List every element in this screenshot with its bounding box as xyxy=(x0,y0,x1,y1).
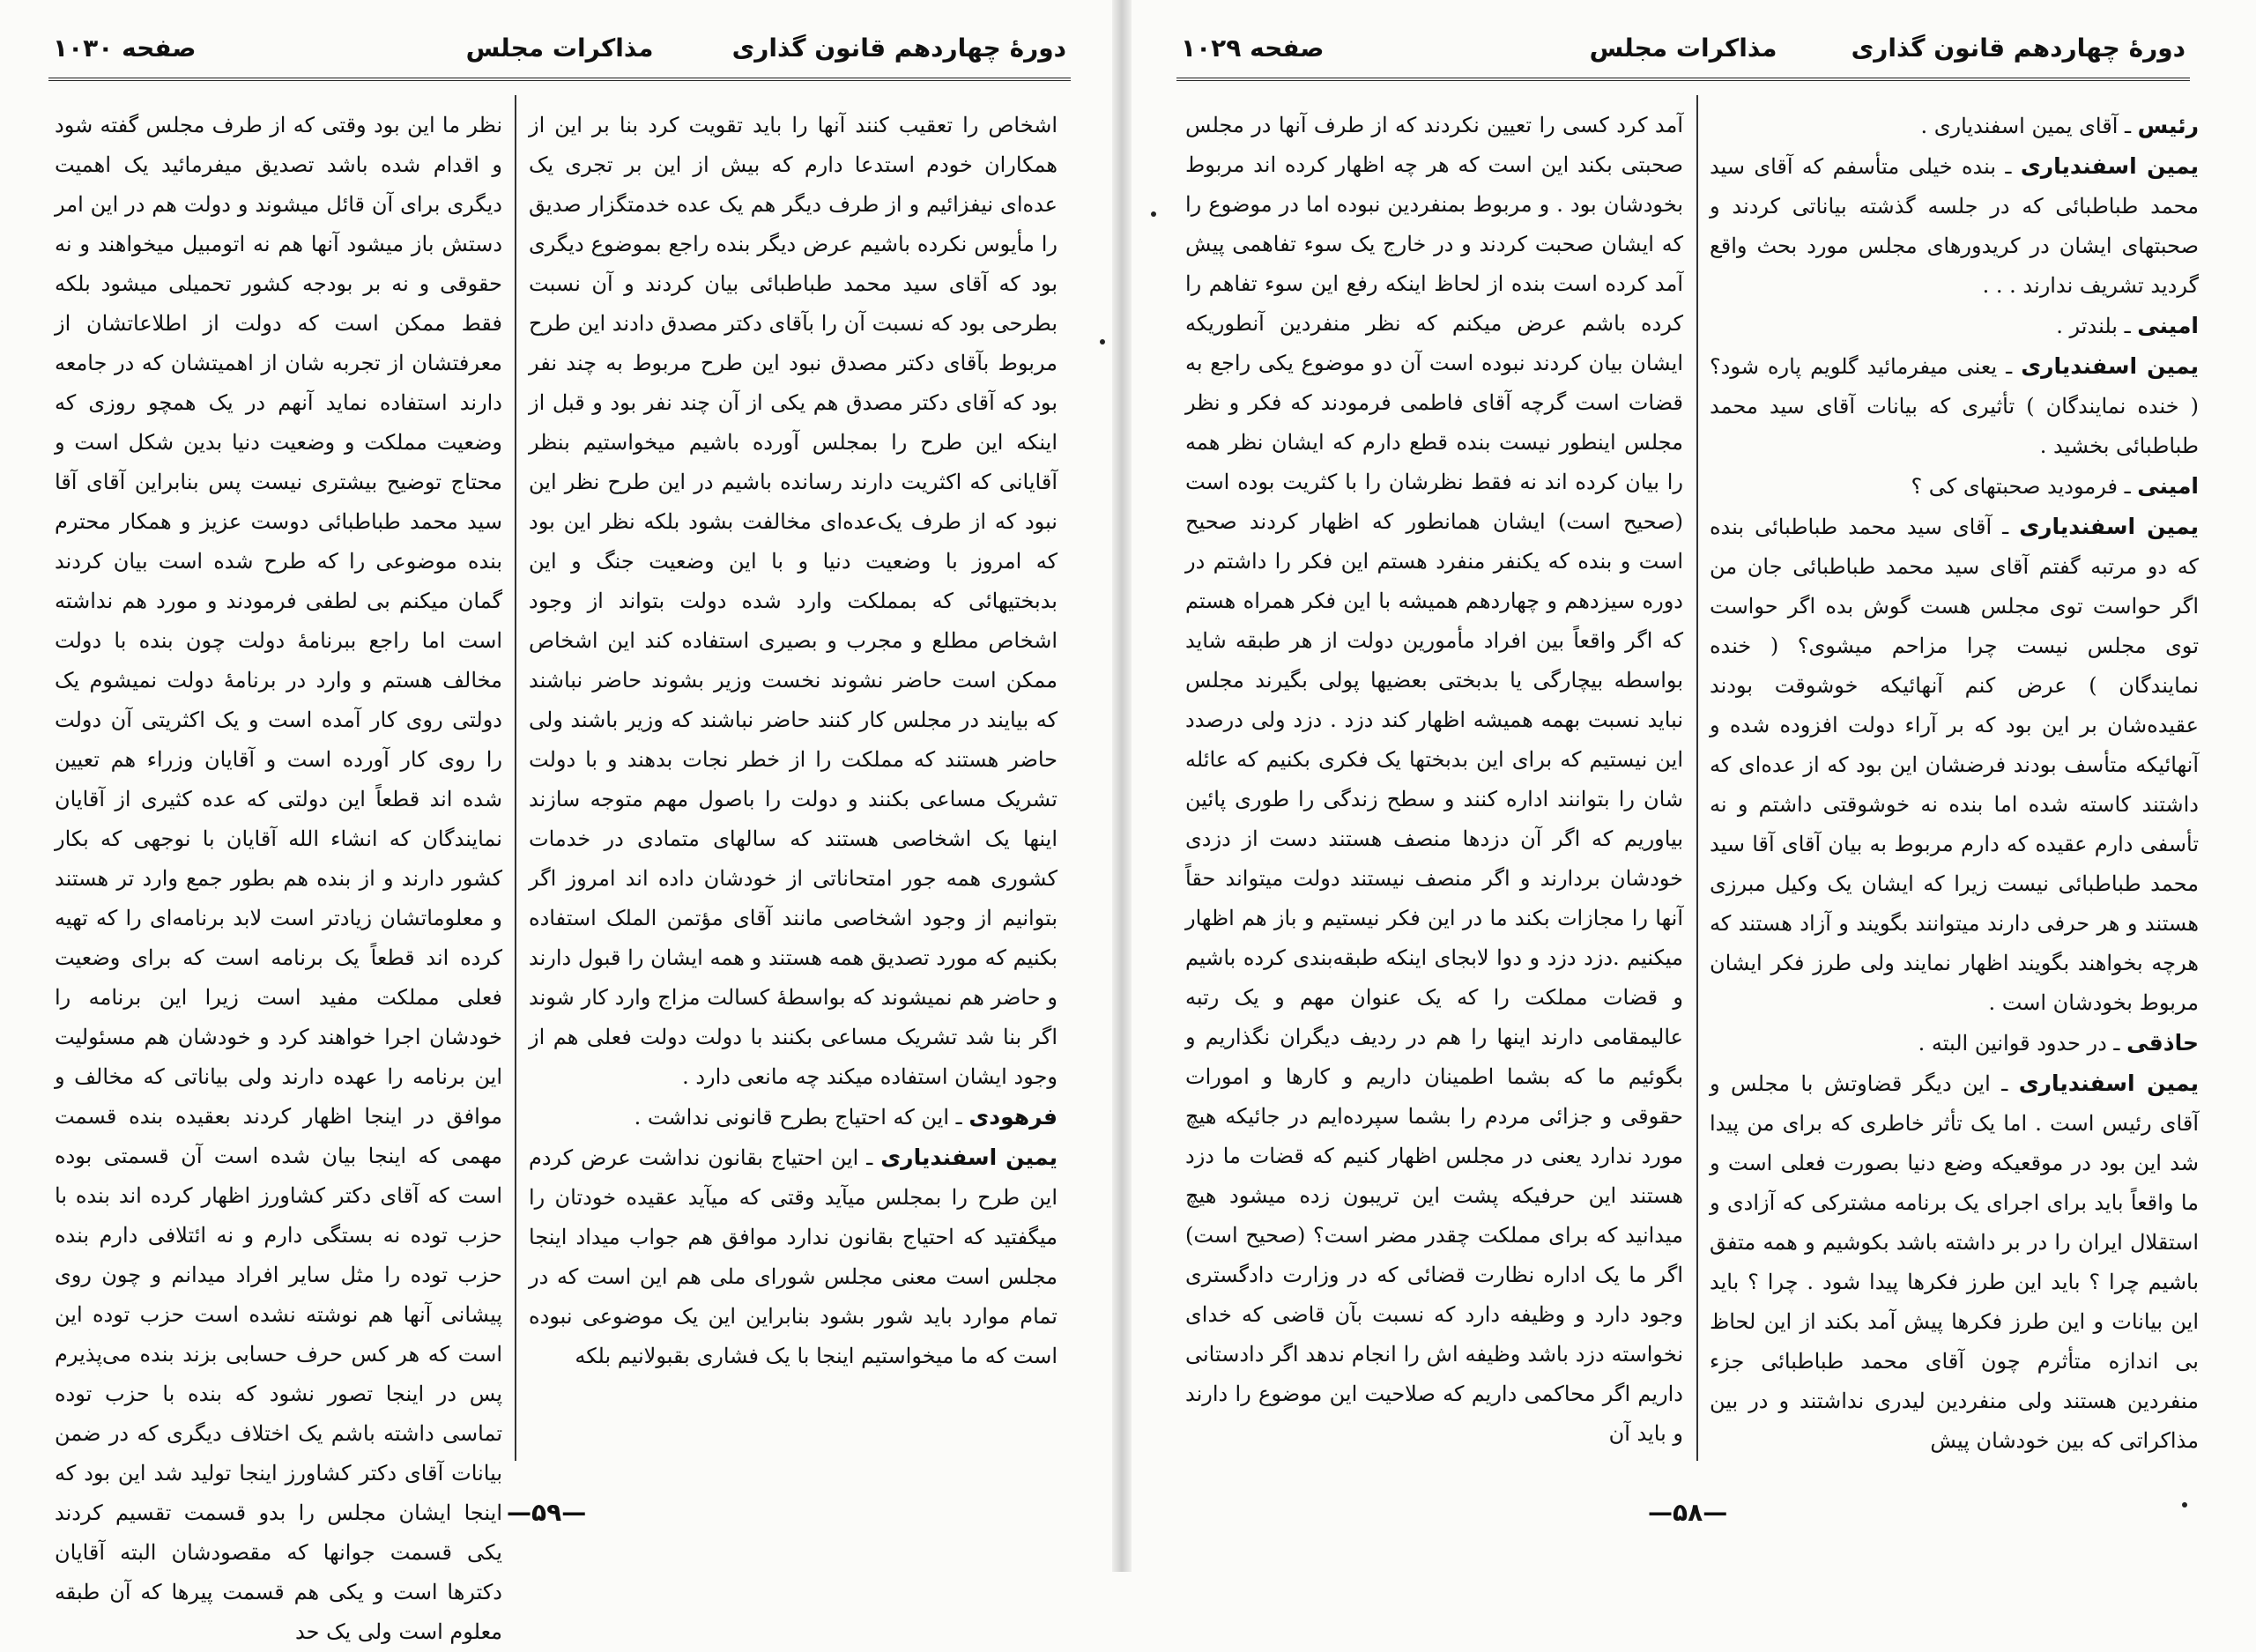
speaker-name: فرهودی xyxy=(968,1104,1058,1130)
left-page xyxy=(0,0,1102,1644)
paragraph-text: ـ آقای یمین اسفندیاری . xyxy=(1920,114,2138,138)
speaker-name: امینی xyxy=(2137,313,2199,338)
paragraph-text: ـ فرمودید صحبتهای کی ؟ xyxy=(1911,474,2138,499)
speaker-name: حاذقی xyxy=(2126,1030,2199,1056)
left-page-header xyxy=(53,25,1066,67)
paragraph-text: ـ آقای سید محمد طباطبائی بنده که دو مرتبه گفتم آقای سید محمد طباطبائی جان من اگر حواست توی مجلس هست گوش بده اگر حواست توی مجلس نیست چرا مزاحم میشوی؟ ( خنده نمایندگان ) عرض کنم آنهائیکه خوشوقت بودند عقیده‌شان بر این بود که بر آراء دولت افزوده شده و آنهائیکه متأسف بودند فرضشان این بود که از عده‌ای که داشتند کاسته شده اما بنده نه خوشوقتی داشتم و نه تأسفی دارم عقیده که دارم مربوط به بیان آقای آقا سید محمد طباطبائی نیست زیرا که ایشان یک وکیل مبرزی هستند و هر حرفی دارند میتوانند بگویند و آزاد هستند که هرچه بخواهند بگویند اظهار نمایند ولی طرز فکر ایشان مربوط بخودشان است . xyxy=(1710,515,2199,1015)
paragraph-text: آمد کرد کسی را تعیین نکردند که از طرف آنها در مجلس صحبتی بکند این است که هر چه اظهار کرده اند مربوط بخودشان بود . و مربوط بمنفردین نبوده اما در موضوع را که ایشان صحبت کردند و در خارج یک سوء تفاهمی پیش آمد کرده است بنده از لحاظ اینکه رفع این سوء تفاهم را کرده باشم عرض میکنم که نظر منفردین آنطوریکه ایشان بیان کردند نبوده است آن دو موضوع یکی راجع به قضات است گرچه آقای فاطمی فرمودند که فکر و نظر مجلس اینطور نیست بنده قطع دارم که ایشان نظر همه را بیان کرده اند نه فقط نظرشان را با کثریت بوده است (صحیح است) ایشان همانطور که اظهار کردند صحیح است و بنده که یکنفر منفرد هستم این فکر را داشتم در دوره سیزدهم و چهاردهم همیشه با این فکر همراه هستم که اگر واقعاً بین افراد مأمورین دولت از هر طبقه شاید بواسطه بیچارگی یا بدبختی بعضیها پولی بگیرند مجلس نباید نسبت بهمه همیشه اظهار کند دزد . دزد ولی درصدد این نیستیم که برای این بدبختها یک فکری بکنیم که عائله شان را بتوانند اداره کنند و سطح زندگی را طوری پائین بیاوریم که اگر آن دزدها منصف هستند دست از دزدی خودشان بردارند و اگر منصف نیستند دولت میتواند حقاً آنها را مجازات بکند ما در این فکر نیستیم و باز هم اظهار میکنیم .دزد دزد و دوا لابجای اینکه طبقه‌بندی کرده باشیم و قضات مملکت را که یک عنوان مهم و یک رتبه عالیمقامی دارند اینها را هم در ردیف دیگران نگذاریم و بگوئیم ما که بشما اطمینان داریم و کارها و امورات حقوقی و جزائی مردم را بشما سپرده‌ایم در جائیکه هیچ مورد ندارد یعنی در مجلس اظهار کنیم که قضات ما دزد هستند این حرفیکه پشت این تریبون زده میشود هیچ میدانید که برای مملکت چقدر مضر است؟ (صحیح است) اگر ما یک اداره نظارت قضائی که در وزارت دادگستری وجود دارد و وظیفه دارد که نسبت بآن قاضی که خدای نخواسته دزد باشد وظیفه اش را انجام ندهد اگر دادستانی داریم اگر محاکمی داریم که صلاحیت این موضوع را دارند و باید آن xyxy=(1185,113,1684,1446)
paragraph-text: ـ بلندتر . xyxy=(2056,314,2138,338)
paragraph xyxy=(1710,1063,2199,1461)
paragraph xyxy=(1710,346,2199,466)
left-header-rule xyxy=(48,78,1071,81)
right-page-footer-number: —۵۸— xyxy=(1648,1498,1728,1527)
paragraph xyxy=(1710,1023,2199,1063)
book-gutter xyxy=(1112,0,1132,1572)
ink-speck xyxy=(1151,211,1156,217)
paragraph-text: ـ این دیگر قضاوتش با مجلس و آقای رئیس است . اما یک تأثر خاطری که برای من پیدا شد این بود در موقعیکه وضع دنیا بصورت فعلی است و ما واقعاً باید برای اجرای یک برنامه مشترکی که آزادی و استقلال ایران را در بر داشته باشد بکوشیم و همه متفق باشیم چرا ؟ باید این طرز فکرها پیدا شود . چرا ؟ باید این بیانات و این طرز فکرها پیش آمد بکند از این لحاظ بی اندازه متأثرم چون آقای محمد طباطبائی جزء منفردین هستند ولی منفردین لیدری نداشتند و در بین مذاکراتی که بین خودشان پیش xyxy=(1710,1071,2199,1453)
paragraph xyxy=(1710,466,2199,507)
right-page xyxy=(1146,0,2256,1572)
speaker-name: یمین اسفندیاری xyxy=(2019,514,2199,539)
left-page-column-right xyxy=(529,106,1058,1436)
speaker-name: یمین اسفندیاری xyxy=(880,1145,1058,1170)
left-header-page-number: صفحه ۱۰۳۰ xyxy=(53,33,197,63)
right-header-rule xyxy=(1176,78,2190,81)
left-column-divider xyxy=(515,95,516,1461)
right-column-divider xyxy=(1696,95,1698,1461)
right-header-title: دورهٔ چهاردهم قانون گذاری xyxy=(1851,33,2186,63)
speaker-name: یمین اسفندیاری xyxy=(2020,153,2199,179)
left-header-center: مذاکرات مجلس xyxy=(465,33,654,63)
right-header-center: مذاکرات مجلس xyxy=(1589,33,1777,63)
paragraph xyxy=(1710,106,2199,146)
paragraph xyxy=(1710,507,2199,1023)
right-page-column-right xyxy=(1710,106,2199,1453)
left-page-column-left xyxy=(55,106,503,1644)
left-page-footer-number: —۵۹— xyxy=(507,1498,587,1527)
right-page-column-left xyxy=(1185,106,1684,1446)
paragraph-text: ـ این احتیاج بقانون نداشت عرض کردم این طرح را بمجلس میآید وقتی که میآید عقیده خودتان را میگفتید که احتیاج بقانون ندارد موافق هم جواب میداد اینجا مجلس است معنی مجلس شورای ملی هم این است که در تمام موارد باید شور بشود بنابراین این یک موضوعی نبوده است که ما میخواستیم اینجا با یک فشاری بقبولانیم بلکه xyxy=(529,1145,1058,1368)
paragraph-text: ـ یعنی میفرمائید گلویم پاره شود؟ ( خنده نمایندگان ) تأثیری که بیانات آقای سید محمد طباطبائی بخشید . xyxy=(1710,354,2199,458)
paragraph xyxy=(1185,106,1683,1454)
left-header-title: دورهٔ چهاردهم قانون گذاری xyxy=(731,33,1066,63)
speaker-name: رئیس xyxy=(2137,113,2199,138)
right-header-page-number: صفحه ۱۰۲۹ xyxy=(1181,33,1325,63)
paragraph xyxy=(55,106,502,1652)
paragraph xyxy=(1710,306,2199,346)
speaker-name: یمین اسفندیاری xyxy=(2021,353,2199,379)
ink-speck xyxy=(2182,1502,2187,1508)
paragraph-text: ـ در حدود قوانین البته . xyxy=(1918,1031,2127,1056)
speaker-name: امینی xyxy=(2137,473,2199,499)
paragraph-text: ـ این که احتیاج بطرح قانونی نداشت . xyxy=(634,1105,969,1130)
paragraph xyxy=(529,1097,1058,1137)
paragraph xyxy=(1710,146,2199,306)
paragraph-text: نظر ما این بود وقتی که از طرف مجلس گفته شود و اقدام شده باشد تصدیق میفرمائید یک اهمیت دیگری برای آن قائل میشوند و دولت هم در این امر دستش باز میشود آنها هم نه اتومبیل میخواهند و نه حقوقی و نه بر بودجه کشور تحمیلی میشود بلکه فقط ممکن است که دولت از اطلاعاتشان از معرفتشان از تجربه شان از اهمیتشان که در جامعه دارند استفاده نماید آنهم در یک همچو روزی که وضعیت مملکت و وضعیت دنیا بدین شکل است و محتاج توضیح بیشتری نیست پس بنابراین آقای آقا سید محمد طباطبائی دوست عزیز و همکار محترم بنده موضوعی را که طرح شده است بیان کردند گمان میکنم بی لطفی فرمودند و مورد هم نداشته است اما راجع ببرنامهٔ دولت چون بنده با دولت مخالف هستم و وارد در برنامهٔ دولت نمیشوم یک دولتی روی کار آمده است و یک اکثریتی آن دولت را روی کار آورده است و آقایان وزراء هم تعیین شده اند قطعاً این دولتی که عده کثیری از آقایان نمایندگان که انشاء الله آقایان با نوجهی که بکار کشور دارند و از بنده هم بطور جمع وارد تر هستند و معلوماتشان زیادتر است لابد برنامه‌ای را که تهیه کرده اند قطعاً یک برنامه است که برای وضعیت فعلی مملکت مفید است زیرا این برنامه را خودشان اجرا خواهند کرد و خودشان هم مسئولیت این برنامه را عهده دارند ولی بیاناتی که مخالف و موافق در اینجا اظهار کردند بعقیده بنده قسمت مهمی که اینجا بیان شده است آن قسمتی بوده است که آقای دکتر کشاورز اظهار کرده اند بنده با حزب توده نه بستگی دارم و نه ائتلافی دارم بنده حزب توده را مثل سایر افراد میدانم و چون روی پیشانی آنها هم نوشته نشده است حزب توده این است که هر کس حرف حسابی بزند بنده می‌پذیرم پس در اینجا تصور نشود که بنده با حزب توده تماسی داشته باشم یک اختلاف دیگری که در ضمن بیانات آقای دکتر کشاورز اینجا تولید شد این بود که اینجا ایشان مجلس را بدو قسمت تقسیم کردند یکی قسمت جوانها که مقصودشان البته آقایان دکترها است و یکی هم قسمت پیرها که آن طبقه معلوم است ولی یک حد xyxy=(55,113,503,1644)
paragraph-text: اشخاص را تعقیب کنند آنها را باید تقویت کرد بنا بر این از همکاران خودم استدعا دارم که بیش از این بر تجری یک عده‌ای نیفزائیم و از طرف دیگر هم یک عده خدمتگزار صدیق را مأیوس نکرده باشیم عرض دیگر بنده راجع بموضوع دیگری بود که آقای سید محمد طباطبائی بیان کردند و آن نسبت بطرحی بود که نسبت آن را بآقای دکتر مصدق دادند این طرح مربوط بآقای دکتر مصدق نبود این طرح مربوط به چند نفر بود که آقای دکتر مصدق هم یکی از آن چند نفر بود و قبل از اینکه این طرح را بمجلس آورده باشیم میخواستیم بنظر آقایانی که اکثریت دارند رسانده باشیم در این طرح نظر این نبود که از طرف یک‌عده‌ای مخالفت بشود بلکه نظر این بود که امروز با وضعیت دنیا و با این وضعیت جنگ و این بدبختیهائی که بمملکت وارد شده دولت بتواند از وجود اشخاص مطلع و مجرب و بصیری استفاده کند این اشخاص ممکن است حاضر نشوند نخست وزیر بشوند حاضر نباشند که بیایند در مجلس کار کنند حاضر نباشند که وزیر باشند ولی حاضر هستند که مملکت را از خطر نجات بدهند و با دولت تشریک مساعی بکنند و دولت را باصول مهم متوجه سازند اینها یک اشخاصی هستند که سالهای متمادی در خدمات کشوری همه جور امتحاناتی از خودشان داده اند امروز اگر بتوانیم از وجود اشخاصی مانند آقای مؤتمن الملک استفاده بکنیم که مورد تصدیق همه هستند و همه ایشان را قبول دارند و حاضر هم نمیشوند که بواسطهٔ کسالت مزاج وارد کار شوند اگر بنا شد تشریک مساعی بکنند با دولت دولت فعلی هم از وجود ایشان استفاده میکند چه مانعی دارد . xyxy=(529,113,1058,1089)
speaker-name: یمین اسفندیاری xyxy=(2018,1070,2199,1096)
right-page-header xyxy=(1181,25,2186,67)
paragraph xyxy=(529,106,1058,1097)
paragraph xyxy=(529,1137,1058,1376)
ink-speck xyxy=(1100,339,1105,344)
paragraph-text: ـ بنده خیلی متأسفم که آقای سید محمد طباطبائی که در جلسه گذشته بیاناتی کردند و صحبتهای ایشان در کریدورهای مجلس مورد بحث واقع گردید تشریف ندارند . . . xyxy=(1710,154,2199,298)
